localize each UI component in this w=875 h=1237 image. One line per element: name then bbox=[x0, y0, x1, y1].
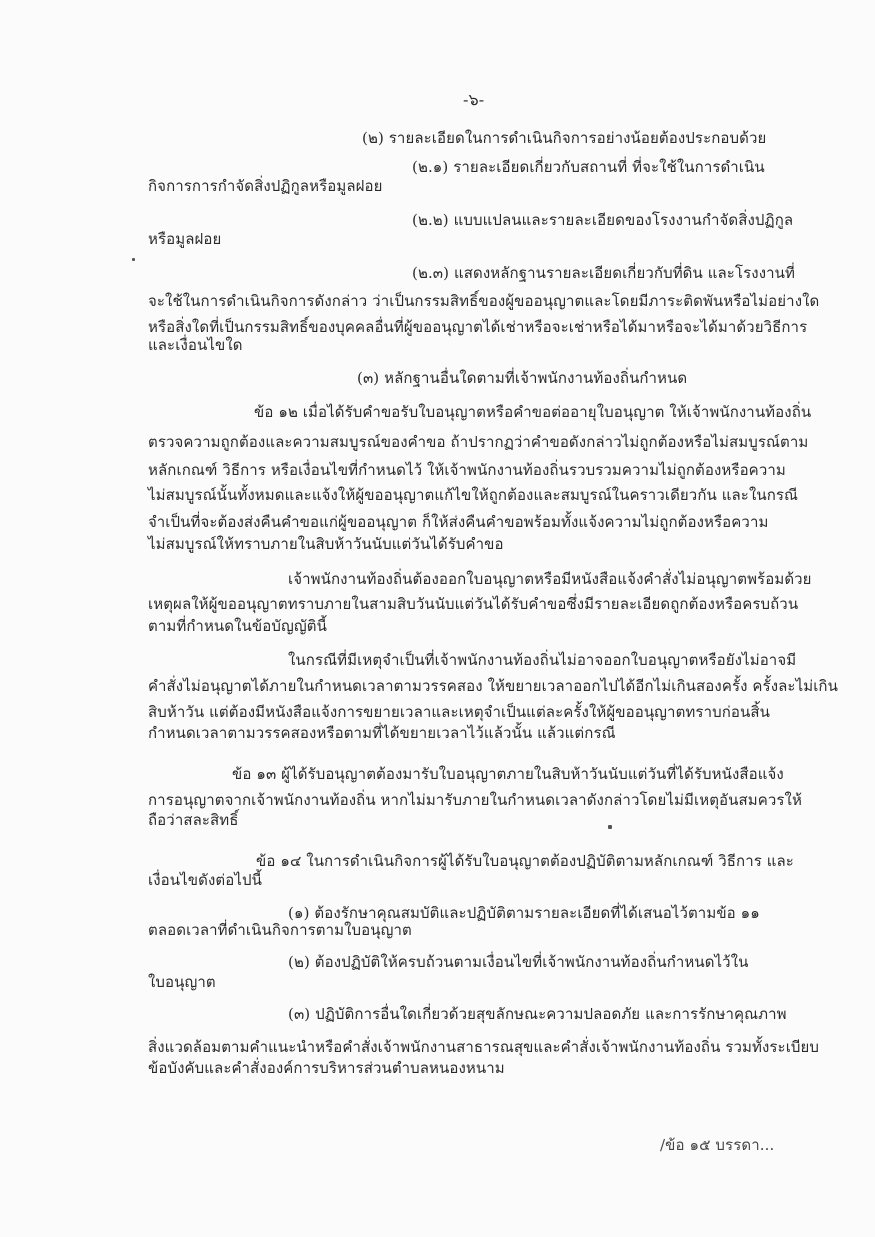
text-line: (๒.๒) แบบแปลนและรายละเอียดของโรงงานกำจัดสิ่งปฏิกูล bbox=[412, 211, 794, 229]
text-line: ถือว่าสละสิทธิ์ bbox=[148, 811, 239, 829]
text-line: ตลอดเวลาที่ดำเนินกิจการตามใบอนุญาต bbox=[148, 921, 412, 939]
text-line: ข้อบังคับและคำสั่งองค์การบริหารส่วนตำบลหนองหนาม bbox=[148, 1059, 505, 1077]
text-line: ตามที่กำหนดในข้อบัญญัตินี้ bbox=[148, 617, 327, 635]
text-line: เงื่อนไขดังต่อไปนี้ bbox=[148, 871, 262, 889]
text-line: เหตุผลให้ผู้ขออนุญาตทราบภายในสามสิบวันนับแต่วันได้รับคำขอซึ่งมีรายละเอียดถูกต้องหรือครบถ้วน bbox=[148, 595, 799, 613]
text-line: ไม่สมบูรณ์นั้นทั้งหมดและแจ้งให้ผู้ขออนุญาตแก้ไขให้ถูกต้องและสมบูรณ์ในคราวเดียวกัน และในกรณี bbox=[148, 486, 799, 504]
text-line: สิบห้าวัน แต่ต้องมีหนังสือแจ้งการขยายเวลาและเหตุจำเป็นแต่ละครั้งให้ผู้ขออนุญาตทราบก่อนสิ้น bbox=[148, 703, 770, 721]
text-line: หรือสิ่งใดที่เป็นกรรมสิทธิ์ของบุคคลอื่นที่ผู้ขออนุญาตได้เช่าหรือจะเช่าหรือได้มาหรือจะได้มาด้วยวิธีการ bbox=[148, 318, 808, 336]
text-line: การอนุญาตจากเจ้าพนักงานท้องถิ่น หากไม่มารับภายในกำหนดเวลาดังกล่าวโดยไม่มีเหตุอันสมควรให้ bbox=[148, 791, 802, 809]
text-line: ใบอนุญาต bbox=[148, 973, 216, 991]
text-line: (๒) ต้องปฏิบัติให้ครบถ้วนตามเงื่อนไขที่เจ้าพนักงานท้องถิ่นกำหนดไว้ใน bbox=[288, 953, 749, 971]
text-line: จะใช้ในการดำเนินกิจการดังกล่าว ว่าเป็นกรรมสิทธิ์ของผู้ขออนุญาตและโดยมีภาระติดพันหรือไม่อย่างใด bbox=[148, 292, 820, 310]
text-line: ข้อ ๑๓ ผู้ได้รับอนุญาตต้องมารับใบอนุญาตภายในสิบห้าวันนับแต่วันที่ได้รับหนังสือแจ้ง bbox=[232, 765, 784, 783]
scan-speck bbox=[608, 825, 612, 829]
text-line: ข้อ ๑๔ ในการดำเนินกิจการผู้ได้รับใบอนุญาตต้องปฏิบัติตามหลักเกณฑ์ วิธีการ และ bbox=[256, 852, 794, 870]
text-line: ตรวจความถูกต้องและความสมบูรณ์ของคำขอ ถ้าปรากฏว่าคำขอดังกล่าวไม่ถูกต้องหรือไม่สมบูรณ์ตาม bbox=[148, 433, 809, 451]
text-line: (๑) ต้องรักษาคุณสมบัติและปฏิบัติตามรายละเอียดที่ได้เสนอไว้ตามข้อ ๑๑ bbox=[288, 904, 760, 922]
page-number: -๖- bbox=[463, 90, 485, 109]
text-line: และเงื่อนไขใด bbox=[148, 336, 243, 354]
text-line: (๒.๑) รายละเอียดเกี่ยวกับสถานที่ ที่จะใช้ในการดำเนิน bbox=[412, 158, 765, 176]
text-line: หรือมูลฝอย bbox=[148, 230, 222, 248]
text-line: กิจการการกำจัดสิ่งปฏิกูลหรือมูลฝอย bbox=[148, 177, 383, 195]
text-line: ไม่สมบูรณ์ให้ทราบภายในสิบห้าวันนับแต่วันได้รับคำขอ bbox=[148, 535, 504, 553]
text-line: เจ้าพนักงานท้องถิ่นต้องออกใบอนุญาตหรือมีหนังสือแจ้งคำสั่งไม่อนุญาตพร้อมด้วย bbox=[288, 570, 812, 588]
text-line: (๒.๓) แสดงหลักฐานรายละเอียดเกี่ยวกับที่ดิน และโรงงานที่ bbox=[412, 264, 795, 282]
text-line: ในกรณีที่มีเหตุจำเป็นที่เจ้าพนักงานท้องถิ่นไม่อาจออกใบอนุญาตหรือยังไม่อาจมี bbox=[288, 651, 797, 669]
text-line: (๓) ปฏิบัติการอื่นใดเกี่ยวด้วยสุขลักษณะความปลอดภัย และการรักษาคุณภาพ bbox=[288, 1005, 787, 1023]
text-line: หลักเกณฑ์ วิธีการ หรือเงื่อนไขที่กำหนดไว้ ให้เจ้าพนักงานท้องถิ่นรวบรวมความไม่ถูกต้องหรือความ bbox=[148, 461, 786, 479]
text-line: สิ่งแวดล้อมตามคำแนะนำหรือคำสั่งเจ้าพนักงานสาธารณสุขและคำสั่งเจ้าพนักงานท้องถิ่น รวมทั้งระเบียบ bbox=[148, 1038, 820, 1056]
continuation-footer: /ข้อ ๑๕ บรรดา... bbox=[660, 1136, 775, 1154]
text-line: ข้อ ๑๒ เมื่อได้รับคำขอรับใบอนุญาตหรือคำขอต่ออายุใบอนุญาต ให้เจ้าพนักงานท้องถิ่น bbox=[254, 403, 812, 421]
text-line: (๓) หลักฐานอื่นใดตามที่เจ้าพนักงานท้องถิ่นกำหนด bbox=[357, 369, 688, 387]
text-line: กำหนดเวลาตามวรรคสองหรือตามที่ได้ขยายเวลาไว้แล้วนั้น แล้วแต่กรณี bbox=[148, 724, 616, 742]
text-line: คำสั่งไม่อนุญาตได้ภายในกำหนดเวลาตามวรรคสอง ให้ขยายเวลาออกไปได้อีกไม่เกินสองครั้ง ครั้งละไม่เกิน bbox=[148, 677, 838, 695]
text-line: จำเป็นที่จะต้องส่งคืนคำขอแก่ผู้ขออนุญาต ก็ให้ส่งคืนคำขอพร้อมทั้งแจ้งความไม่ถูกต้องหรือความ bbox=[148, 513, 769, 531]
text-line: (๒) รายละเอียดในการดำเนินกิจการอย่างน้อยต้องประกอบด้วย bbox=[362, 129, 767, 147]
scan-speck bbox=[132, 258, 135, 261]
